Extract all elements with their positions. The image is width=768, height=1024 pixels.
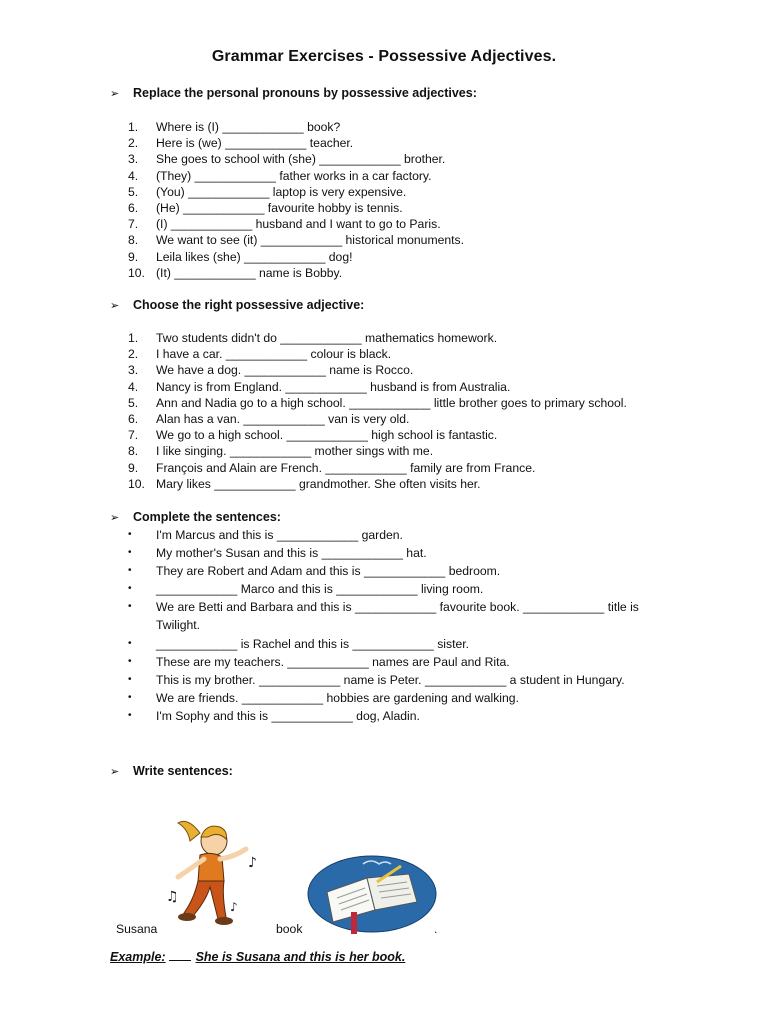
list-item: 4. (They) ____________ father works in a car factory. [128,168,432,183]
list-item: 9. Leila likes (she) ____________ dog! [128,249,353,264]
list-item: • I'm Sophy and this is ____________ dog, Aladin. [128,708,420,723]
list-item: 6. Alan has a van. ____________ van is very old. [128,412,410,427]
caption-object: book [276,922,303,936]
example-line [110,950,405,964]
list-item: • We are friends. ____________ hobbies are gardening and walking. [128,690,519,705]
svg-text:♪: ♪ [230,900,238,914]
caption-person: Susana [116,922,158,936]
dancing-girl-illustration [160,815,270,930]
list-item: 1. Where is (I) ____________ book? [128,120,341,134]
svg-text:♪: ♪ [248,855,257,871]
list-item: • These are my teachers. ____________ names are Paul and Rita. [128,654,510,669]
list-item: 2. Here is (we) ____________ teacher. [128,136,354,151]
list-item: 3. She goes to school with (she) ____________ brother. [128,152,446,167]
list-item: 8. We want to see (it) ____________ historical monuments. [128,233,465,248]
section-heading-text: Complete the sentences: [133,510,281,524]
list-item: • ____________ is Rachel and this is ____________ sister. [128,636,470,651]
list-item: • They are Robert and Adam and this is ____________ bedroom. [128,564,501,579]
exercise-list-complete [128,526,668,725]
arrow-bullet-icon: ➢ [110,87,120,100]
list-item: • This is my brother. ____________ name is Peter. ____________ a student in Hungary. [128,672,625,687]
list-item: 7. We go to a high school. ____________ high school is fantastic. [128,428,498,443]
list-item: 5. Ann and Nadia go to a high school. ____________ little brother goes to primary school. [128,395,627,410]
list-item: 10. Mary likes ____________ grandmother. She often visits her. [128,476,481,491]
exercise-list-replace [128,119,464,281]
section-heading-text: Choose the right possessive adjective: [133,298,365,312]
list-item: 2. I have a car. ____________ colour is black. [128,347,392,362]
section-heading-text: Replace the personal pronouns by possessive adjectives: [133,86,477,100]
list-item: 5. (You) ____________ laptop is very expensive. [128,184,407,199]
open-book-illustration [305,852,440,937]
list-item: 7. (I) ____________ husband and I want to go to Paris. [128,217,441,232]
exercise-list-choose [128,330,627,492]
list-item: 1. Two students didn't do ____________ mathematics homework. [128,331,498,345]
example-label: Example [110,950,162,964]
list-item: • My mother's Susan and this is ____________ hat. [128,546,427,561]
section-heading-replace [110,86,477,100]
list-item: • We are Betti and Barbara and this is ____________ favourite book. ____________ title is Twilight. [128,600,639,633]
section-heading-write [110,764,233,778]
arrow-bullet-icon: ➢ [110,765,120,778]
list-item: 3. We have a dog. ____________ name is Rocco. [128,363,414,378]
example-blank [169,960,191,961]
caption-end-period: . [434,922,438,936]
section-heading-text: Write sentences: [133,764,233,778]
list-item: 8. I like singing. ____________ mother sings with me. [128,444,434,459]
section-heading-choose [110,298,364,312]
svg-text:♫: ♫ [166,889,179,905]
example-answer: She is Susana and this is her book. [195,950,406,964]
example-colon: : [161,950,166,964]
list-item: 10. (It) ____________ name is Bobby. [128,265,343,280]
list-item: 6. (He) ____________ favourite hobby is tennis. [128,201,403,216]
arrow-bullet-icon: ➢ [110,511,120,524]
list-item: 9. François and Alain are French. ____________ family are from France. [128,460,536,475]
list-item: • I'm Marcus and this is ____________ garden. [128,528,403,542]
section-heading-complete [110,510,281,524]
page-title: Grammar Exercises - Possessive Adjectives. [211,48,557,65]
list-item: • ____________ Marco and this is ____________ living room. [128,582,484,597]
arrow-bullet-icon: ➢ [110,299,120,312]
list-item: 4. Nancy is from England. ____________ husband is from Australia. [128,379,511,394]
